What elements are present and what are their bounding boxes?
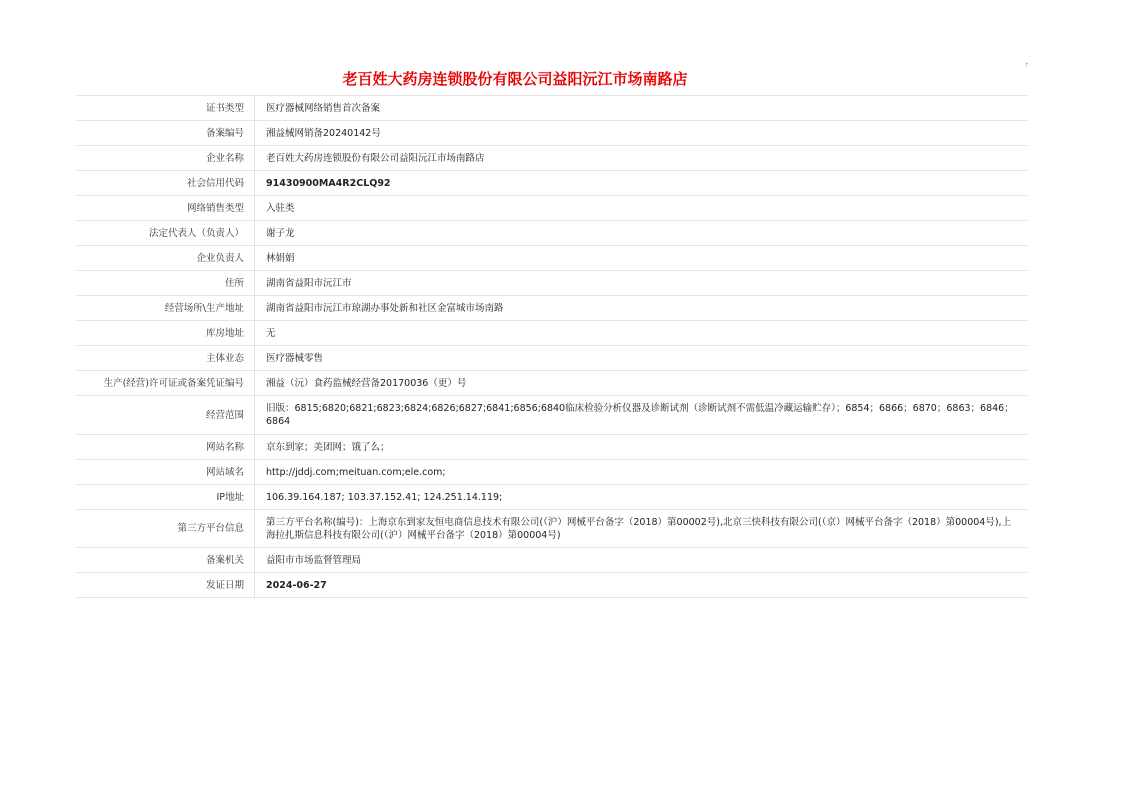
row-label: 法定代表人（负责人） [76,221,255,246]
record-table [76,95,1027,598]
row-value: 谢子龙 [255,221,1028,246]
row-value: 医疗器械网络销售首次备案 [255,96,1028,121]
row-label: 主体业态 [76,346,255,371]
row-value: http://jddj.com;meituan.com;ele.com; [255,460,1028,485]
table-row-website-name [76,435,1027,460]
table-row-legal-representative [76,221,1027,246]
table-row-company-principal [76,246,1027,271]
row-label: 备案机关 [76,548,255,573]
table-row-company-name [76,146,1027,171]
row-label: 备案编号 [76,121,255,146]
table-row-credit-code [76,171,1027,196]
table-row-sales-type [76,196,1027,221]
table-row-third-party-platform [76,510,1027,548]
row-value: 湘益械网销备20240142号 [255,121,1028,146]
table-row-warehouse-address [76,321,1027,346]
row-value: 旧版：6815;6820;6821;6823;6824;6826;6827;6841;6856;6840临床检验分析仪器及诊断试剂（诊断试剂不需低温冷藏运输贮存）；6854；6866；6870；6863；6846；6864 [255,396,1028,435]
row-label: 网站名称 [76,435,255,460]
row-value: 林娟娟 [255,246,1028,271]
row-label: 库房地址 [76,321,255,346]
table-row-record-number [76,121,1027,146]
table-row-website-domain [76,460,1027,485]
row-label: 证书类型 [76,96,255,121]
row-label: 网络销售类型 [76,196,255,221]
page-title: 老百姓大药房连锁股份有限公司益阳沅江市场南路店 [342,70,688,88]
table-row-business-format [76,346,1027,371]
row-label: IP地址 [76,485,255,510]
row-value: 京东到家；美团网；饿了么； [255,435,1028,460]
row-label: 住所 [76,271,255,296]
row-value: 106.39.164.187; 103.37.152.41; 124.251.14.119; [255,485,1028,510]
row-value: 入驻类 [255,196,1028,221]
row-value: 无 [255,321,1028,346]
table-row-ip-address [76,485,1027,510]
row-value: 2024-06-27 [255,573,1028,598]
row-value: 湘益（沅）食药监械经营备20170036（更）号 [255,371,1028,396]
row-label: 经营范围 [76,396,255,435]
row-value: 91430900MA4R2CLQ92 [255,171,1028,196]
table-row-record-authority [76,548,1027,573]
row-label: 社会信用代码 [76,171,255,196]
table-row-business-address [76,296,1027,321]
row-label: 网站域名 [76,460,255,485]
table-row-domicile [76,271,1027,296]
row-value: 湖南省益阳市沅江市 [255,271,1028,296]
row-value: 第三方平台名称(编号)：上海京东到家友恒电商信息技术有限公司(（沪）网械平台备字（2018）第00002号),北京三快科技有限公司(（京）网械平台备字（2018）第00004号),上海拉扎斯信息科技有限公司(（沪）网械平台备字（2018）第00004号) [255,510,1028,548]
row-label: 经营场所\生产地址 [76,296,255,321]
table-row-license-number [76,371,1027,396]
row-value: 湖南省益阳市沅江市琼湖办事处新和社区金富城市场南路 [255,296,1028,321]
row-label: 企业名称 [76,146,255,171]
row-label: 企业负责人 [76,246,255,271]
row-label: 发证日期 [76,573,255,598]
row-value: 医疗器械零售 [255,346,1028,371]
row-label: 生产(经营)许可证或备案凭证编号 [76,371,255,396]
row-value: 益阳市市场监督管理局 [255,548,1028,573]
table-row-issue-date [76,573,1027,598]
table-row-certificate-type [76,96,1027,121]
table-row-business-scope [76,396,1027,435]
row-value: 老百姓大药房连锁股份有限公司益阳沅江市场南路店 [255,146,1028,171]
corner-mark: ↑ [1024,62,1030,69]
row-label: 第三方平台信息 [76,510,255,548]
